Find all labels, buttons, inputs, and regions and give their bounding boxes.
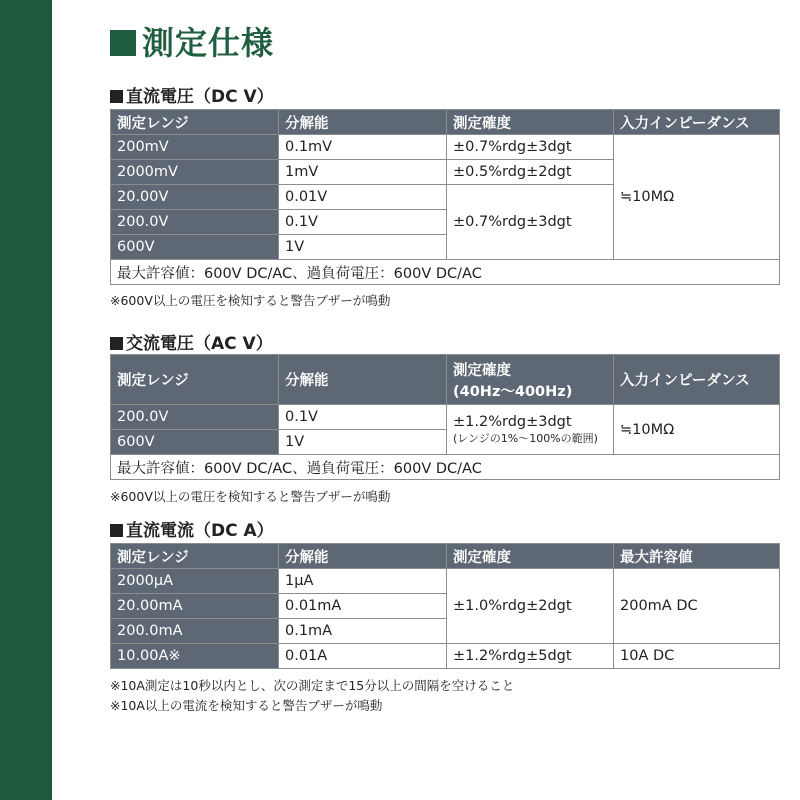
- table-footer-row: [111, 260, 780, 285]
- table-header-row: [111, 544, 780, 569]
- header-range: 測定レンジ: [111, 110, 279, 135]
- section-square-icon: [110, 90, 123, 103]
- note-dcv: ※600V以上の電圧を検知すると警告ブザーが鳴動: [110, 293, 391, 308]
- table-footer-row: [111, 455, 780, 480]
- impedance-cell: ≒10MΩ: [614, 405, 780, 455]
- range-cell: 200.0V: [111, 210, 279, 235]
- accuracy-cell: ±0.7%rdg±3dgt: [447, 185, 614, 260]
- table-row: [111, 569, 780, 594]
- table-acv: [110, 354, 780, 480]
- section-title-acv: [110, 329, 273, 354]
- table-row: [111, 405, 780, 430]
- impedance-cell: ≒10MΩ: [614, 135, 780, 260]
- max-allowable-cell: 200mA DC: [614, 569, 780, 644]
- table-dca: [110, 543, 780, 669]
- side-bar: [0, 0, 52, 800]
- accuracy-cell: ±1.0%rdg±2dgt: [447, 569, 614, 644]
- range-cell: 2000mV: [111, 160, 279, 185]
- note-dca-1: ※10A測定は10秒以内とし、次の測定まで15分以上の間隔を空けること: [110, 678, 515, 693]
- accuracy-cell: [447, 405, 614, 455]
- section-title-dca: [110, 516, 274, 541]
- section-title-dca-text: 直流電流（DC A）: [126, 521, 274, 541]
- header-accuracy: 測定確度: [447, 544, 614, 569]
- header-accuracy-line1: 測定確度: [453, 362, 511, 379]
- resolution-cell: 0.01V: [279, 185, 447, 210]
- resolution-cell: 1V: [279, 430, 447, 455]
- range-cell: 10.00A※: [111, 644, 279, 669]
- note-acv: ※600V以上の電圧を検知すると警告ブザーが鳴動: [110, 489, 391, 504]
- max-allowable-cell: 最大許容値：600V DC/AC、過負荷電圧：600V DC/AC: [111, 455, 780, 480]
- table-header-row: [111, 355, 780, 405]
- max-allowable-cell: 10A DC: [614, 644, 780, 669]
- table-row: [111, 135, 780, 160]
- range-cell: 20.00mA: [111, 594, 279, 619]
- note-dca-2: ※10A以上の電流を検知すると警告ブザーが鳴動: [110, 698, 383, 713]
- page-title-text: 測定仕様: [142, 24, 275, 62]
- max-allowable-cell: 最大許容値：600V DC/AC、過負荷電圧：600V DC/AC: [111, 260, 780, 285]
- accuracy-cell: ±1.2%rdg±5dgt: [447, 644, 614, 669]
- resolution-cell: 0.1mV: [279, 135, 447, 160]
- resolution-cell: 0.1V: [279, 210, 447, 235]
- header-accuracy: 測定確度: [447, 110, 614, 135]
- accuracy-range-note: (レンジの1%～100%の範囲): [453, 431, 598, 445]
- range-cell: 200mV: [111, 135, 279, 160]
- page-title: [110, 18, 274, 64]
- table-dcv: [110, 109, 780, 285]
- range-cell: 20.00V: [111, 185, 279, 210]
- accuracy-cell: ±0.5%rdg±2dgt: [447, 160, 614, 185]
- header-accuracy-line2: (40Hz～400Hz): [453, 383, 573, 400]
- resolution-cell: 0.01A: [279, 644, 447, 669]
- range-cell: 2000μA: [111, 569, 279, 594]
- section-title-dcv: [110, 82, 274, 107]
- section-title-acv-text: 交流電圧（AC V）: [126, 334, 273, 354]
- header-accuracy: [447, 355, 614, 405]
- section-title-dcv-text: 直流電圧（DC V）: [126, 87, 274, 107]
- section-square-icon: [110, 337, 123, 350]
- resolution-cell: 1V: [279, 235, 447, 260]
- accuracy-cell: ±0.7%rdg±3dgt: [447, 135, 614, 160]
- range-cell: 600V: [111, 430, 279, 455]
- header-resolution: 分解能: [279, 110, 447, 135]
- range-cell: 200.0mA: [111, 619, 279, 644]
- resolution-cell: 1μA: [279, 569, 447, 594]
- table-header-row: [111, 110, 780, 135]
- resolution-cell: 0.1V: [279, 405, 447, 430]
- header-resolution: 分解能: [279, 355, 447, 405]
- header-max-allowable: 最大許容値: [614, 544, 780, 569]
- header-impedance: 入力インピーダンス: [614, 110, 780, 135]
- title-square-icon: [110, 30, 136, 56]
- section-square-icon: [110, 524, 123, 537]
- resolution-cell: 1mV: [279, 160, 447, 185]
- table-row: [111, 644, 780, 669]
- resolution-cell: 0.01mA: [279, 594, 447, 619]
- accuracy-value: ±1.2%rdg±3dgt: [453, 413, 572, 430]
- header-impedance: 入力インピーダンス: [614, 355, 780, 405]
- header-resolution: 分解能: [279, 544, 447, 569]
- resolution-cell: 0.1mA: [279, 619, 447, 644]
- range-cell: 200.0V: [111, 405, 279, 430]
- header-range: 測定レンジ: [111, 355, 279, 405]
- header-range: 測定レンジ: [111, 544, 279, 569]
- range-cell: 600V: [111, 235, 279, 260]
